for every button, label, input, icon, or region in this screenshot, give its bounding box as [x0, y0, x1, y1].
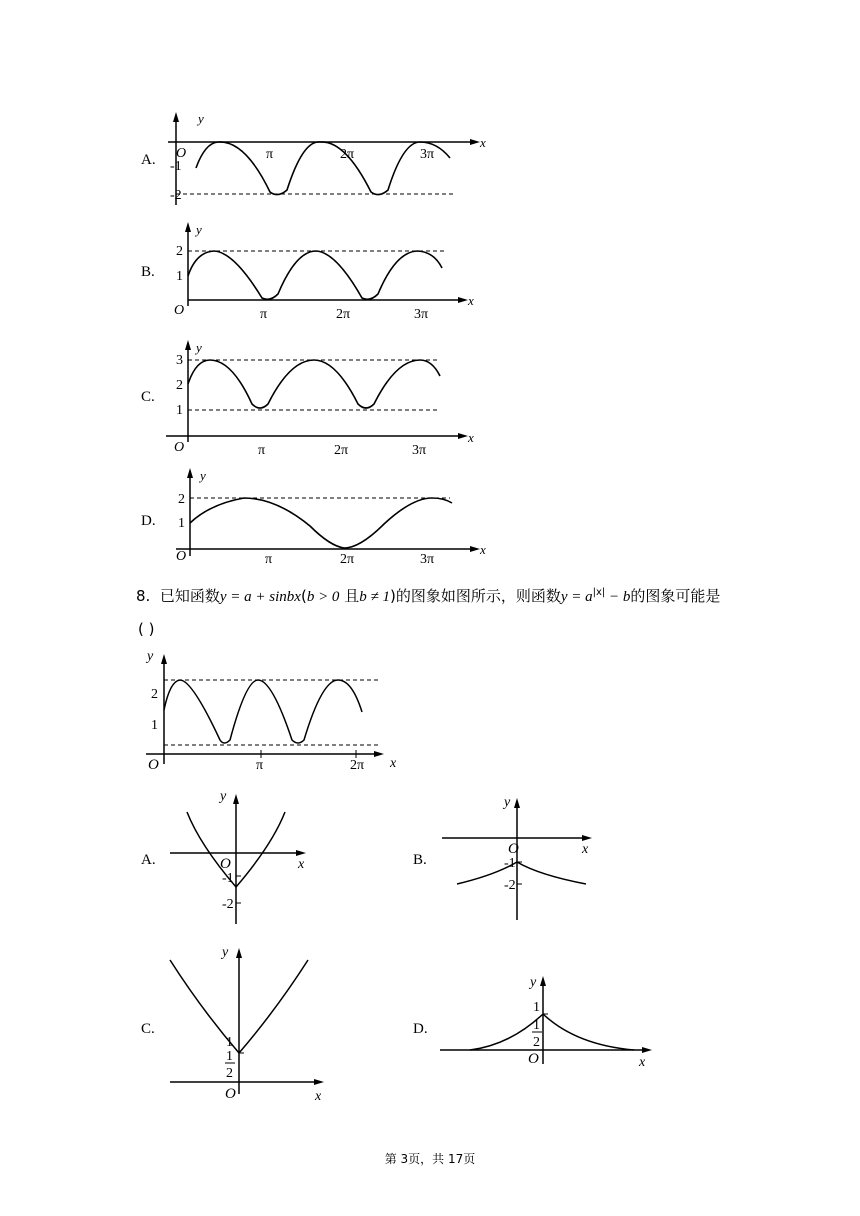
- x-tick-label: 3π: [420, 552, 435, 567]
- x-tick-label: 2π: [340, 147, 355, 162]
- q8-option-d-label: D.: [413, 1021, 428, 1037]
- x-axis-arrow: [642, 1047, 652, 1053]
- origin-label: O: [174, 303, 185, 318]
- curve: [470, 1014, 634, 1050]
- stem-text: 的图象可能是: [630, 587, 721, 605]
- fraction-numerator: 1: [226, 1049, 233, 1064]
- q7-option-b-label: B.: [141, 264, 155, 280]
- q7-option-d-label: D.: [141, 513, 156, 529]
- x-tick-label: π: [260, 307, 268, 322]
- formula-exponent: |x|: [592, 587, 606, 598]
- x-tick-label: 2π: [340, 552, 355, 567]
- origin-label: O: [225, 1086, 236, 1102]
- fraction-denominator: 2: [533, 1035, 540, 1050]
- origin-label: O: [176, 146, 187, 161]
- origin-label: O: [220, 856, 231, 872]
- y-tick-label: -1: [504, 856, 516, 871]
- condition: b > 0: [306, 589, 340, 605]
- y-axis-label: y: [530, 975, 537, 990]
- y-tick-label: -1: [170, 159, 182, 174]
- formula: − b: [605, 589, 631, 605]
- q7-option-a-label: A.: [141, 152, 156, 168]
- x-axis-label: x: [639, 1055, 646, 1070]
- x-axis-label: x: [298, 857, 305, 872]
- y-axis-label: y: [222, 945, 229, 960]
- q8-option-a-label: A.: [141, 852, 156, 868]
- condition-and: 且: [339, 587, 360, 605]
- y-axis-arrow: [540, 976, 546, 986]
- x-axis-label: x: [468, 293, 474, 308]
- y-tick-label: 1: [176, 269, 183, 284]
- y-axis-label: y: [196, 340, 202, 355]
- y-tick-label: -1: [222, 871, 234, 886]
- x-tick-label: π: [266, 147, 274, 162]
- y-tick-label: 1: [176, 403, 183, 418]
- y-axis-label: y: [198, 111, 204, 126]
- x-tick-label: 2π: [350, 758, 365, 773]
- y-axis-label: y: [196, 222, 202, 237]
- x-axis-label: x: [480, 135, 486, 150]
- condition: b ≠ 1: [359, 589, 390, 605]
- cond-close: ): [389, 587, 396, 605]
- x-tick-label: 3π: [412, 443, 427, 458]
- answer-paren: ( ): [138, 620, 155, 638]
- y-tick-label: 1: [533, 1000, 540, 1015]
- y-tick-label: 2: [178, 492, 185, 507]
- x-tick-label: π: [258, 443, 266, 458]
- x-tick-label: 3π: [420, 147, 435, 162]
- x-tick-label: π: [256, 758, 264, 773]
- formula: y = a: [560, 589, 593, 605]
- y-tick-label: 2: [151, 687, 158, 702]
- stem-text: 已知函数: [159, 587, 220, 605]
- x-tick-label: 2π: [334, 443, 349, 458]
- y-tick-label: -2: [504, 878, 516, 893]
- origin-label: O: [174, 440, 185, 455]
- y-tick-label: -2: [222, 897, 234, 912]
- x-axis-label: x: [390, 756, 397, 771]
- origin-label: O: [528, 1051, 539, 1067]
- y-axis-label: y: [200, 468, 206, 483]
- y-axis-label: y: [220, 789, 227, 804]
- fraction-numerator: 1: [533, 1018, 540, 1033]
- x-tick-label: π: [265, 552, 273, 567]
- question-number: 8.: [136, 587, 151, 605]
- x-axis-label: x: [480, 542, 486, 557]
- y-tick-label: 1: [226, 1035, 233, 1050]
- cond-open: (: [300, 587, 307, 605]
- x-tick-label: 3π: [414, 307, 429, 322]
- x-axis-label: x: [582, 842, 589, 857]
- y-tick-label: -2: [170, 188, 182, 203]
- y-tick-label: 1: [151, 718, 158, 733]
- origin-label: O: [508, 841, 519, 857]
- x-tick-label: 2π: [336, 307, 351, 322]
- y-tick-label: 3: [176, 353, 183, 368]
- y-tick-label: 2: [176, 378, 183, 393]
- origin-label: O: [148, 757, 159, 773]
- origin-label: O: [176, 549, 187, 564]
- q8-option-c-label: C.: [141, 1021, 155, 1037]
- formula: y = a + sinbx: [219, 589, 301, 605]
- q8-option-b-label: B.: [413, 852, 427, 868]
- y-axis-label: y: [147, 649, 154, 664]
- y-tick-label: 2: [176, 244, 183, 259]
- stem-text: 的图象如图所示，则函数: [395, 587, 561, 605]
- y-tick-label: 1: [178, 516, 185, 531]
- x-axis-label: x: [468, 430, 474, 445]
- fraction-denominator: 2: [226, 1066, 233, 1081]
- x-axis-label: x: [315, 1089, 322, 1104]
- y-axis-label: y: [504, 795, 511, 810]
- q7-option-c-label: C.: [141, 389, 155, 405]
- page-footer: 第 3页，共 17页: [384, 1152, 476, 1166]
